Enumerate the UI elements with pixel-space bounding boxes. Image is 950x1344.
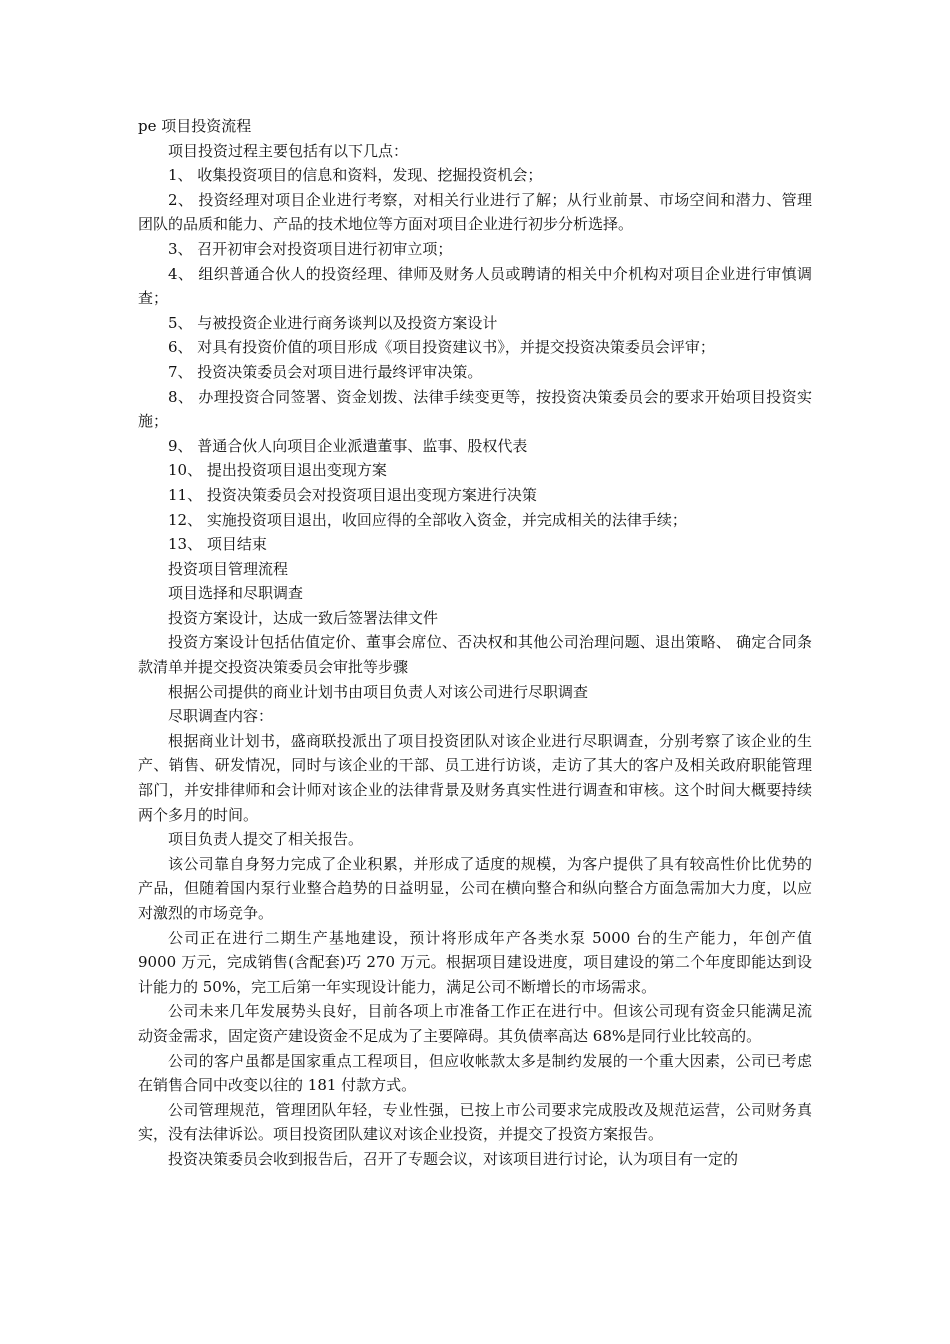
paragraph: 公司的客户虽都是国家重点工程项目，但应收帐款太多是制约发展的一个重大因素，公司已考虑在销售合同中改变以往的 181 付款方式。 — [138, 1051, 812, 1095]
paragraph: 项目投资过程主要包括有以下几点： — [168, 141, 409, 160]
paragraph: 投资方案设计，达成一致后签署法律文件 — [168, 608, 439, 627]
paragraph: 13、 项目结束 — [168, 535, 267, 554]
paragraph: 根据商业计划书，盛商联投派出了项目投资团队对该企业进行尽职调查，分别考察了该企业的生产、销售、研发情况，同时与该企业的干部、员工进行访谈，走访了其大的客户及相关政府职能管理部门，并安排律师和会计师对该企业的法律背景及财务真实性进行调查和审核。这个时间大概要持续两个多月的时间。 — [138, 731, 812, 824]
paragraph: 2、 投资经理对项目企业进行考察，对相关行业进行了解；从行业前景、市场空间和潜力、管理团队的品质和能力、产品的技术地位等方面对项目企业进行初步分析选择。 — [138, 190, 812, 234]
paragraph: 9、 普通合伙人向项目企业派遣董事、监事、股权代表 — [168, 436, 528, 455]
paragraph: 12、 实施投资项目退出，收回应得的全部收入资金，并完成相关的法律手续； — [168, 510, 687, 529]
paragraph: 3、 召开初审会对投资项目进行初审立项； — [168, 239, 453, 258]
paragraph: 项目负责人提交了相关报告。 — [168, 830, 364, 849]
paragraph: 该公司靠自身努力完成了企业积累，并形成了适度的规模，为客户提供了具有较高性价比优势的产品，但随着国内泵行业整合趋势的日益明显，公司在横向整合和纵向整合方面急需加大力度，以应对激烈的市场竞争。 — [138, 854, 812, 922]
paragraph: 5、 与被投资企业进行商务谈判以及投资方案设计 — [168, 313, 498, 332]
paragraph: 1、 收集投资项目的信息和资料，发现、挖掘投资机会； — [168, 166, 543, 185]
paragraph: 6、 对具有投资价值的项目形成《项目投资建议书》，并提交投资决策委员会评审； — [168, 338, 715, 357]
section-heading: 投资项目管理流程 — [168, 559, 289, 578]
paragraph: 8、 办理投资合同签署、资金划拨、法律手续变更等，按投资决策委员会的要求开始项目投资实施； — [138, 387, 812, 431]
paragraph: 投资决策委员会收到报告后，召开了专题会议，对该项目进行讨论，认为项目有一定的 — [168, 1149, 739, 1168]
paragraph: 7、 投资决策委员会对项目进行最终评审决策。 — [168, 362, 483, 381]
paragraph: 11、 投资决策委员会对投资项目退出变现方案进行决策 — [168, 485, 537, 504]
paragraph: 根据公司提供的商业计划书由项目负责人对该公司进行尽职调查 — [168, 682, 589, 701]
paragraph: 4、 组织普通合伙人的投资经理、律师及财务人员或聘请的相关中介机构对项目企业进行审慎调查； — [138, 264, 812, 308]
paragraph: 项目选择和尽职调查 — [168, 584, 304, 603]
paragraph: 公司管理规范，管理团队年轻，专业性强，已按上市公司要求完成股改及规范运营，公司财务真实，没有法律诉讼。项目投资团队建议对该企业投资，并提交了投资方案报告。 — [138, 1100, 812, 1144]
document-body — [138, 114, 812, 1172]
document-title: pe 项目投资流程 — [138, 117, 252, 135]
paragraph: 公司正在进行二期生产基地建设，预计将形成年产各类水泵 5000 台的生产能力，年创产值 9000 万元，完成销售(含配套)巧 270 万元。根据项目建设进度，项目建设的第二个年度即能达到设计能力的 50%，完工后第一年实现设计能力，满足公司不断增长的市场需求。 — [138, 928, 812, 996]
paragraph: 投资方案设计包括估值定价、董事会席位、否决权和其他公司治理问题、退出策略、 确定合同条款清单并提交投资决策委员会审批等步骤 — [138, 633, 812, 677]
paragraph: 尽职调查内容： — [168, 707, 274, 726]
paragraph: 10、 提出投资项目退出变现方案 — [168, 461, 387, 480]
paragraph: 公司未来几年发展势头良好，目前各项上市准备工作正在进行中。但该公司现有资金只能满足流动资金需求，固定资产建设资金不足成为了主要障碍。其负债率高达 68%是同行业比较高的。 — [138, 1002, 812, 1045]
